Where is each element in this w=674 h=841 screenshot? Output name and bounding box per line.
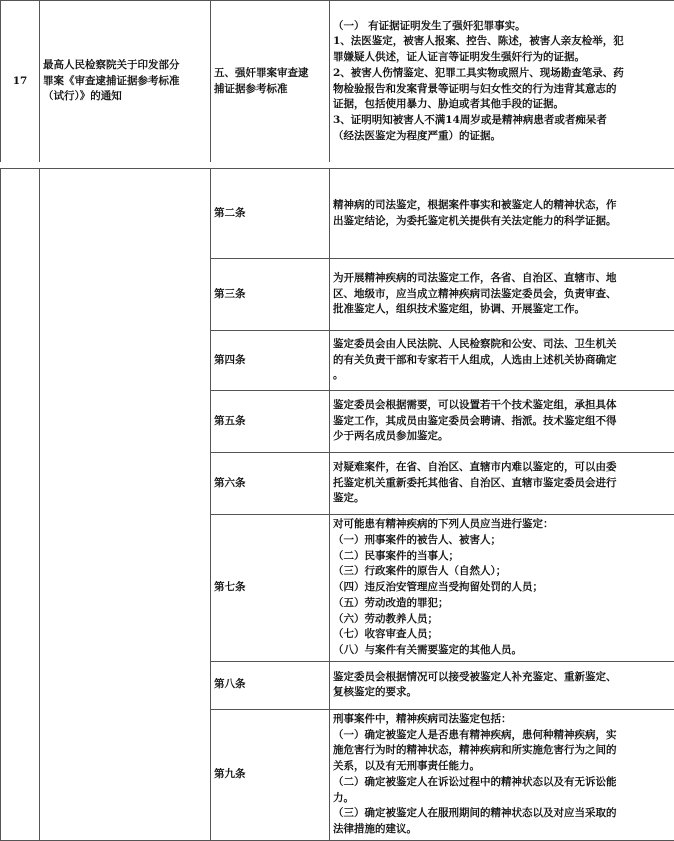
article-line: 鉴定工作，其成员由鉴定委员会聘请、指派。技术鉴定组不得: [333, 414, 674, 430]
article-line: （三）行政案件的原告人（自然人）；: [333, 564, 674, 580]
section-title-line: 五、强奸罪案审查逮: [214, 66, 326, 82]
document-title-line: （试行）》的通知: [43, 89, 207, 105]
section-title-line: 捕证据参考标准: [214, 82, 326, 98]
row-number: 17: [1, 1, 40, 163]
article-line: 鉴定委员会由人民法院、人民检察院和公安、司法、卫生机关: [333, 337, 674, 353]
document-title-cell: [40, 1, 211, 163]
content-line: 罪嫌疑人供述，证人证言等证明发生强奸行为的证据。: [333, 50, 674, 66]
article-text: [330, 391, 674, 453]
article-line: 关系，以及有无刑事责任能力。: [333, 759, 674, 775]
article-label: 第八条: [211, 661, 330, 709]
article-line: 鉴定委员会根据情况可以接受被鉴定人补充鉴定、重新鉴定、: [333, 670, 674, 686]
article-line: 为开展精神疾病的司法鉴定工作，各省、自治区、直辖市、地: [333, 271, 674, 287]
article-label: 第二条: [211, 169, 330, 259]
article-line: 对疑难案件，在省、自治区、直辖市内难以鉴定的，可以由委: [333, 460, 674, 476]
article-line: （七）收容审查人员；: [333, 627, 674, 643]
article-line: （八）与案件有关需要鉴定的其他人员。: [333, 643, 674, 659]
article-text: [330, 331, 674, 391]
article-line: 少于两名成员参加鉴定。: [333, 429, 674, 445]
article-text: [330, 709, 674, 840]
article-text: [330, 169, 674, 259]
regulation-table-top: [0, 0, 674, 163]
content-line: 物检验报告和发案背景等证明与妇女性交的行为违背其意志的: [333, 82, 674, 98]
content-line: （一） 有证据证明发生了强奸犯罪事实。: [333, 19, 674, 35]
document-title-line: 罪案《审查逮捕证据参考标准: [43, 74, 207, 90]
article-line: （一）确定被鉴定人是否患有精神疾病，患何种精神疾病，实: [333, 728, 674, 744]
section-title-cell: [211, 1, 330, 163]
content-line: 证据，包括使用暴力、胁迫或者其他手段的证据。: [333, 97, 674, 113]
article-text: [330, 259, 674, 331]
article-line: （五）劳动改造的罪犯；: [333, 596, 674, 612]
article-line: 对可能患有精神疾病的下列人员应当进行鉴定：: [333, 517, 674, 533]
article-line: 鉴定委员会根据需要，可以设置若干个技术鉴定组，承担具体: [333, 398, 674, 414]
article-line: 复核鉴定的要求。: [333, 685, 674, 701]
document-title-line: 最高人民检察院关于印发部分: [43, 58, 207, 74]
empty-number-cell: [1, 169, 40, 841]
article-line: （二）民事案件的当事人；: [333, 549, 674, 565]
article-line: 的有关负责干部和专家若干人组成，人选由上述机关协商确定: [333, 353, 674, 369]
article-line: （四）违反治安管理应当受拘留处罚的人员；: [333, 580, 674, 596]
article-line: 批准鉴定人，组织技术鉴定组，协调、开展鉴定工作。: [333, 302, 674, 318]
article-line: （一）刑事案件的被告人、被害人；: [333, 533, 674, 549]
content-line: 3、证明明知被害人不满14周岁或是精神病患者或者痴呆者: [333, 113, 674, 129]
article-label: 第六条: [211, 453, 330, 515]
content-line: 2、被害人伤情鉴定、犯罪工具实物或照片、现场勘查笔录、药: [333, 66, 674, 82]
empty-document-cell: [40, 169, 211, 841]
table-row: [1, 1, 674, 163]
article-line: 。: [333, 368, 674, 384]
article-line: 力。: [333, 791, 674, 807]
article-line: 鉴定。: [333, 491, 674, 507]
article-text: [330, 515, 674, 662]
article-line: 托鉴定机关重新委托其他省、自治区、直辖市鉴定委员会进行: [333, 476, 674, 492]
article-line: 法律措施的建议。: [333, 822, 674, 838]
article-label: 第四条: [211, 331, 330, 391]
article-label: 第九条: [211, 709, 330, 840]
section-content-cell: [330, 1, 674, 163]
article-line: 刑事案件中，精神疾病司法鉴定包括：: [333, 712, 674, 728]
article-text: [330, 661, 674, 709]
article-line: 区、地级市，应当成立精神疾病司法鉴定委员会，负责审查、: [333, 287, 674, 303]
table-row: [1, 169, 674, 259]
article-text: [330, 453, 674, 515]
article-label: 第五条: [211, 391, 330, 453]
article-line: （三）确定被鉴定人在服刑期间的精神状态以及对应当采取的: [333, 806, 674, 822]
article-line: （六）劳动教养人员；: [333, 612, 674, 628]
article-line: （二）确定被鉴定人在诉讼过程中的精神状态以及有无诉讼能: [333, 775, 674, 791]
content-line: 1、法医鉴定，被害人报案、控告、陈述，被害人亲友检举，犯: [333, 34, 674, 50]
content-line: （经法医鉴定为程度严重）的证据。: [333, 129, 674, 145]
regulation-table-articles: [0, 168, 674, 841]
article-line: 施危害行为时的精神状态，精神疾病和所实施危害行为之间的: [333, 743, 674, 759]
article-line: 出鉴定结论，为委托鉴定机关提供有关法定能力的科学证据。: [333, 214, 674, 230]
article-line: 精神病的司法鉴定，根据案件事实和被鉴定人的精神状态，作: [333, 198, 674, 214]
article-label: 第三条: [211, 259, 330, 331]
article-label: 第七条: [211, 515, 330, 662]
